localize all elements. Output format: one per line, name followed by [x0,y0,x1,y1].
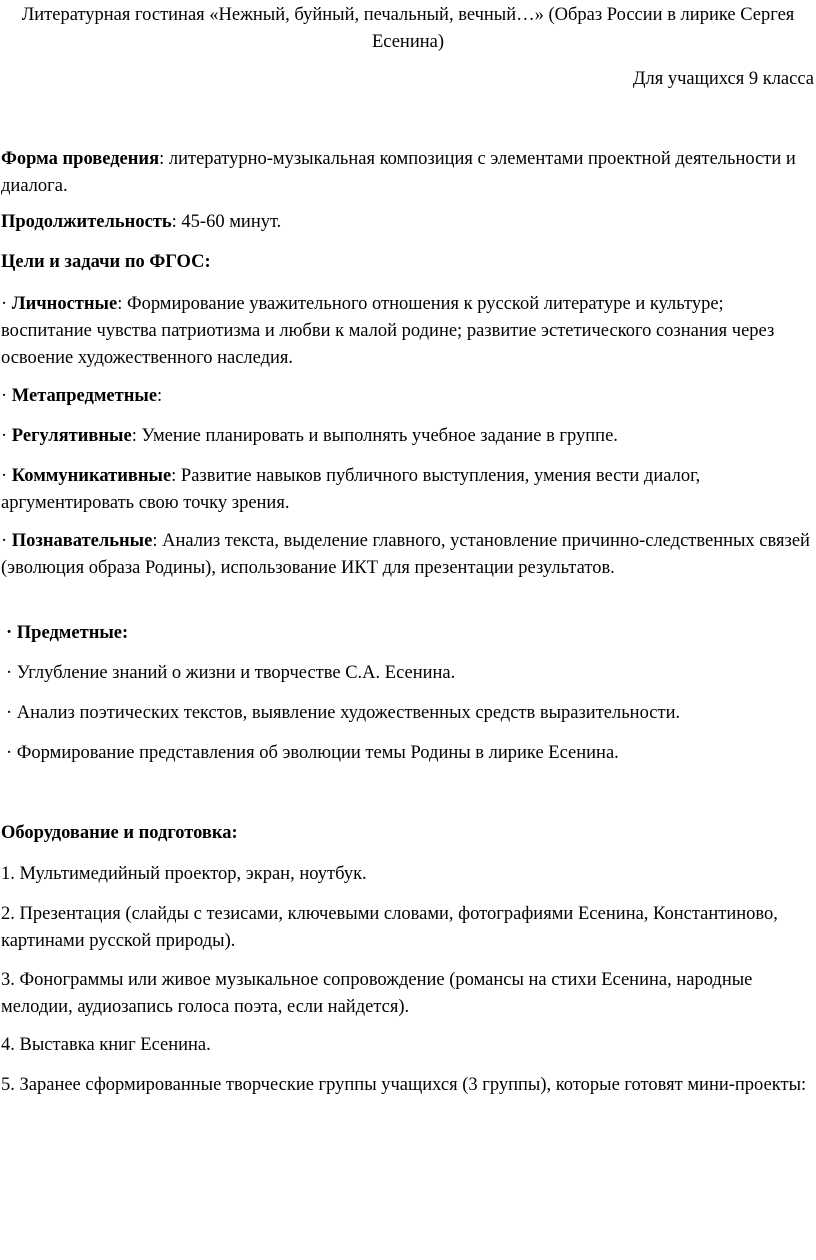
page-title: Литературная гостиная «Нежный, буйный, печальный, вечный…» (Образ России в лирике Сергея Есенина) [21,5,795,52]
form-text: : литературно-музыкальная композиция с элементами проектной деятельности и диалога. [1,149,796,196]
goal-cognitive-label: Познавательные [11,531,153,551]
goal-meta-text: : [157,386,163,406]
goal-communicative-text: : Развитие навыков публичного выступления, умения вести диалог, аргументировать свою точку зрения. [1,466,701,513]
goal-personal-text: : Формирование уважительного отношения к русской литературе и культуре; воспитание чувства патриотизма и любви к малой родине; развитие эстетического сознания через освоение художественного наследия. [1,294,775,368]
goal-communicative [1,463,811,517]
form-label: Форма проведения [1,149,160,169]
duration-label: Продолжительность [1,212,172,232]
duration-paragraph [1,209,811,236]
goals-heading: Цели и задачи по ФГОС: [1,252,211,272]
audience-line: Для учащихся 9 класса [632,69,814,89]
goal-meta-label: Метапредметные [11,386,158,406]
list-item: 2. Презентация (слайды с тезисами, ключевыми словами, фотографиями Есенина, Константиново, картинами русской природы). [1,904,778,951]
goal-meta [1,383,811,410]
form-paragraph [1,146,811,200]
goal-subject-heading [6,620,816,647]
bullet: · [1,386,12,406]
bullet: · [1,426,12,446]
bullet: · [6,623,17,643]
bullet: · [1,294,12,314]
equipment-heading: Оборудование и подготовка: [1,823,238,843]
goal-regulative [1,423,811,450]
goal-personal [1,291,811,372]
list-item: 4. Выставка книг Есенина. [1,1035,211,1055]
goal-subject-label: Предметные: [16,623,129,643]
bullet: · [1,531,12,551]
duration-text: : 45-60 минут. [171,212,282,232]
list-item: · Углубление знаний о жизни и творчестве С.А. Есенина. [6,663,456,683]
goal-regulative-label: Регулятивные [11,426,132,446]
goal-cognitive-text: : Анализ текста, выделение главного, установление причинно-следственных связей (эволюция образа Родины), использование ИКТ для презентации результатов. [1,531,810,578]
list-item: 3. Фонограммы или живое музыкальное сопровождение (романсы на стихи Есенина, народные мелодии, аудиозапись голоса поэта, если найдется). [1,970,753,1017]
list-item: · Анализ поэтических текстов, выявление художественных средств выразительности. [6,703,681,723]
list-item: · Формирование представления об эволюции темы Родины в лирике Есенина. [6,743,619,763]
goal-regulative-text: : Умение планировать и выполнять учебное задание в группе. [131,426,618,446]
list-item: 5. Заранее сформированные творческие группы учащихся (3 группы), которые готовят мини-проекты: [1,1075,807,1095]
bullet: · [1,466,12,486]
list-item: 1. Мультимедийный проектор, экран, ноутбук. [1,864,367,884]
goal-communicative-label: Коммуникативные [11,466,172,486]
goal-cognitive [1,528,811,582]
goal-personal-label: Личностные [11,294,118,314]
